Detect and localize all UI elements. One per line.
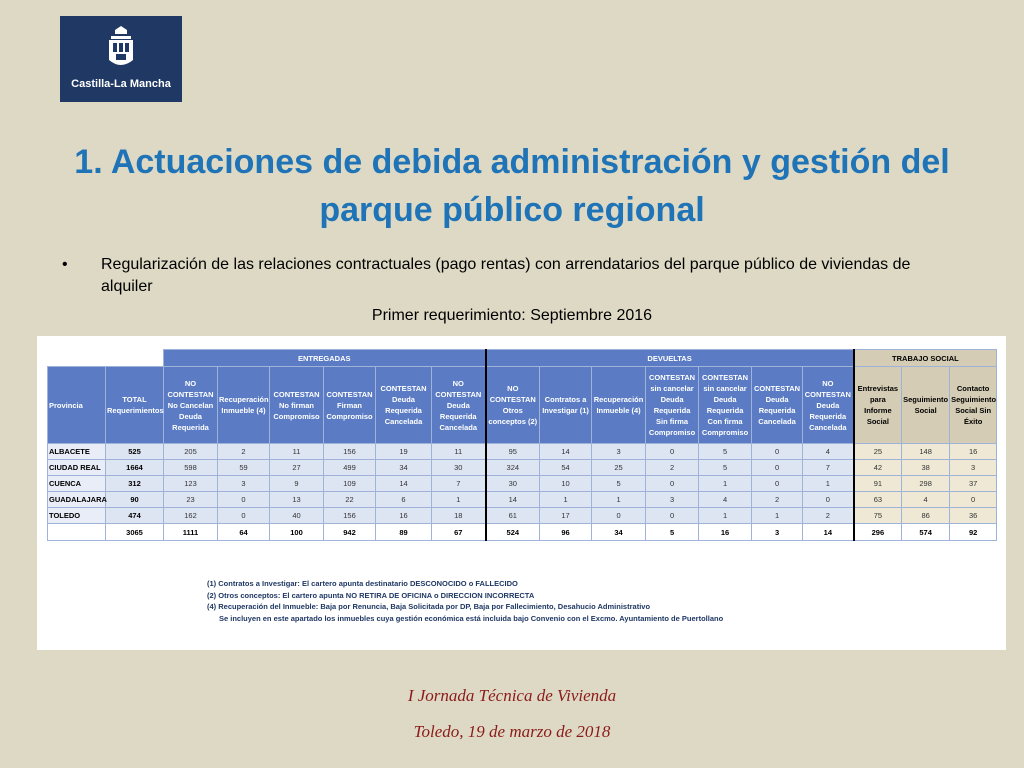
table-cell: 54 [540,460,592,476]
table-cell: 0 [592,508,646,524]
column-header: NO CONTESTAN Deuda Requerida Cancelada [432,367,486,444]
table-row [48,444,997,460]
total-cell: 3065 [106,524,164,541]
group-devueltas: DEVUELTAS [486,350,854,367]
column-header: NO CONTESTAN No Cancelan Deuda Requerida [164,367,218,444]
table-cell: 7 [803,460,854,476]
table-cell: 6 [376,492,432,508]
table-cell: 25 [592,460,646,476]
table-cell: 1 [592,492,646,508]
logo-text: Castilla-La Mancha [71,78,171,90]
table-cell: 0 [218,508,270,524]
table-cell: 90 [106,492,164,508]
table-cell: 123 [164,476,218,492]
table-cell: 4 [699,492,752,508]
table-cell: 36 [950,508,997,524]
subtitle: Primer requerimiento: Septiembre 2016 [371,307,653,324]
table-cell: 37 [950,476,997,492]
table-cell: 0 [752,444,803,460]
total-cell: 296 [854,524,902,541]
total-cell: 3 [752,524,803,541]
table-cell: 14 [376,476,432,492]
total-cell: 92 [950,524,997,541]
table-cell: 499 [324,460,376,476]
totals-row [48,524,997,541]
table-cell: 63 [854,492,902,508]
table-cell: 312 [106,476,164,492]
table-cell: 9 [270,476,324,492]
table-cell: 148 [902,444,950,460]
table-row [48,508,997,524]
table-cell: 0 [646,444,699,460]
note-item: (2) Otros conceptos: El cartero apunta NO RETIRA DE OFICINA o DIRECCION INCORRECTA [207,590,535,600]
table-cell: 205 [164,444,218,460]
table-cell: 1664 [106,460,164,476]
bullet-text: Regularización de las relaciones contractuales (pago rentas) con arrendatarios del parque público de viviendas de alquiler [101,256,911,295]
column-header: Seguimiento Social [902,367,950,444]
total-cell: 942 [324,524,376,541]
table-cell: 25 [854,444,902,460]
table-cell: 1 [432,492,486,508]
column-header: NO CONTESTAN Deuda Requerida Cancelada [803,367,854,444]
province-cell: CUENCA [48,476,106,492]
table-cell: 324 [486,460,540,476]
table-cell: 14 [486,492,540,508]
total-cell: 574 [902,524,950,541]
table-cell: 34 [376,460,432,476]
total-cell: 64 [218,524,270,541]
table-corner [48,350,164,367]
table-cell: 3 [646,492,699,508]
province-cell: TOLEDO [48,508,106,524]
table-cell: 61 [486,508,540,524]
total-cell: 100 [270,524,324,541]
table-cell: 7 [432,476,486,492]
castle-crest-icon [106,26,136,72]
table-cell: 14 [540,444,592,460]
column-header: CONTESTAN Firman Compromiso [324,367,376,444]
table-cell: 4 [803,444,854,460]
table-cell: 3 [218,476,270,492]
table-cell: 4 [902,492,950,508]
table-cell: 59 [218,460,270,476]
table-cell: 3 [950,460,997,476]
table-cell: 1 [540,492,592,508]
table-cell: 474 [106,508,164,524]
logo [60,16,182,102]
total-cell: 67 [432,524,486,541]
note-item: (4) Recuperación del Inmueble: Baja por Renuncia, Baja Solicitada por DP, Baja por Fallecimiento, Desahucio Administrativo [207,602,651,611]
footer-date: Toledo, 19 de marzo de 2018 [413,722,611,741]
table-cell: 91 [854,476,902,492]
total-cell: 96 [540,524,592,541]
total-cell: 524 [486,524,540,541]
table-row [48,492,997,508]
table-cell: 0 [646,476,699,492]
table-cell: 30 [486,476,540,492]
column-header: Contacto Seguimiento Social Sin Éxito [950,367,997,444]
table-cell: 3 [592,444,646,460]
table-cell: 0 [950,492,997,508]
table-cell: 109 [324,476,376,492]
table-cell: 95 [486,444,540,460]
table-cell: 11 [270,444,324,460]
table-cell: 38 [902,460,950,476]
column-header: Recuperación Inmueble (4) [218,367,270,444]
table-cell: 86 [902,508,950,524]
table-cell: 1 [699,476,752,492]
table-cell: 0 [752,476,803,492]
table-cell: 0 [752,460,803,476]
table-cell: 0 [803,492,854,508]
total-cell: 1111 [164,524,218,541]
page-title: 1. Actuaciones de debida administración y gestión del parque público regional [74,143,950,229]
total-cell: 14 [803,524,854,541]
table-body [48,444,997,541]
table-cell: 5 [592,476,646,492]
table-cell: 2 [803,508,854,524]
table-cell: 19 [376,444,432,460]
table-cell: 2 [218,444,270,460]
total-cell: 89 [376,524,432,541]
table-cell: 0 [218,492,270,508]
table-cell: 11 [432,444,486,460]
table-cell: 298 [902,476,950,492]
group-entregadas: ENTREGADAS [164,350,486,367]
table-row [48,460,997,476]
table-cell: 23 [164,492,218,508]
table-cell: 156 [324,444,376,460]
total-cell: 16 [699,524,752,541]
table-cell: 2 [752,492,803,508]
column-header: TOTAL Requerimientos [106,367,164,444]
column-header: CONTESTAN Deuda Requerida Cancelada [376,367,432,444]
column-header: Contratos a Investigar (1) [540,367,592,444]
table-cell: 42 [854,460,902,476]
table-cell: 0 [646,508,699,524]
column-header: CONTESTAN sin cancelar Deuda Requerida Con firma Compromiso [699,367,752,444]
footer-event: I Jornada Técnica de Vivienda [407,686,617,705]
column-header: Recuperación Inmueble (4) [592,367,646,444]
table-cell: 16 [950,444,997,460]
table-cell: 10 [540,476,592,492]
table-cell: 17 [540,508,592,524]
table-cell: 162 [164,508,218,524]
column-header: Provincia [48,367,106,444]
data-table [47,349,997,541]
total-cell: 5 [646,524,699,541]
table-cell: 598 [164,460,218,476]
table-cell: 525 [106,444,164,460]
total-cell [48,524,106,541]
table-cell: 16 [376,508,432,524]
table-cell: 30 [432,460,486,476]
table-image [37,336,1006,650]
column-header: NO CONTESTAN Otros conceptos (2) [486,367,540,444]
column-header: CONTESTAN No firman Compromiso [270,367,324,444]
column-header: CONTESTAN sin cancelar Deuda Requerida Sin firma Compromiso [646,367,699,444]
table-cell: 1 [803,476,854,492]
province-cell: GUADALAJARA [48,492,106,508]
total-cell: 34 [592,524,646,541]
table-cell: 75 [854,508,902,524]
table-row [48,476,997,492]
table-cell: 2 [646,460,699,476]
table-cell: 1 [752,508,803,524]
column-header: Entrevistas para Informe Social [854,367,902,444]
column-header: CONTESTAN Deuda Requerida Cancelada [752,367,803,444]
province-cell: CIUDAD REAL [48,460,106,476]
table-cell: 156 [324,508,376,524]
table-cell: 13 [270,492,324,508]
table-cell: 40 [270,508,324,524]
table-cell: 5 [699,444,752,460]
header-row [48,367,997,444]
group-trabajo-social: TRABAJO SOCIAL [854,350,997,367]
table-cell: 18 [432,508,486,524]
province-cell: ALBACETE [48,444,106,460]
note-item: (1) Contratos a Investigar: El cartero apunta destinatario DESCONOCIDO o FALLECIDO [207,579,518,588]
table-cell: 5 [699,460,752,476]
table-cell: 22 [324,492,376,508]
note-item: Se incluyen en este apartado los inmuebles cuya gestión económica está incluida bajo Convenio con el Excmo. Ayuntamiento de Puertollano [219,613,724,623]
table-cell: 1 [699,508,752,524]
bullet-symbol: • [62,256,68,273]
table-cell: 27 [270,460,324,476]
notes [207,578,723,624]
